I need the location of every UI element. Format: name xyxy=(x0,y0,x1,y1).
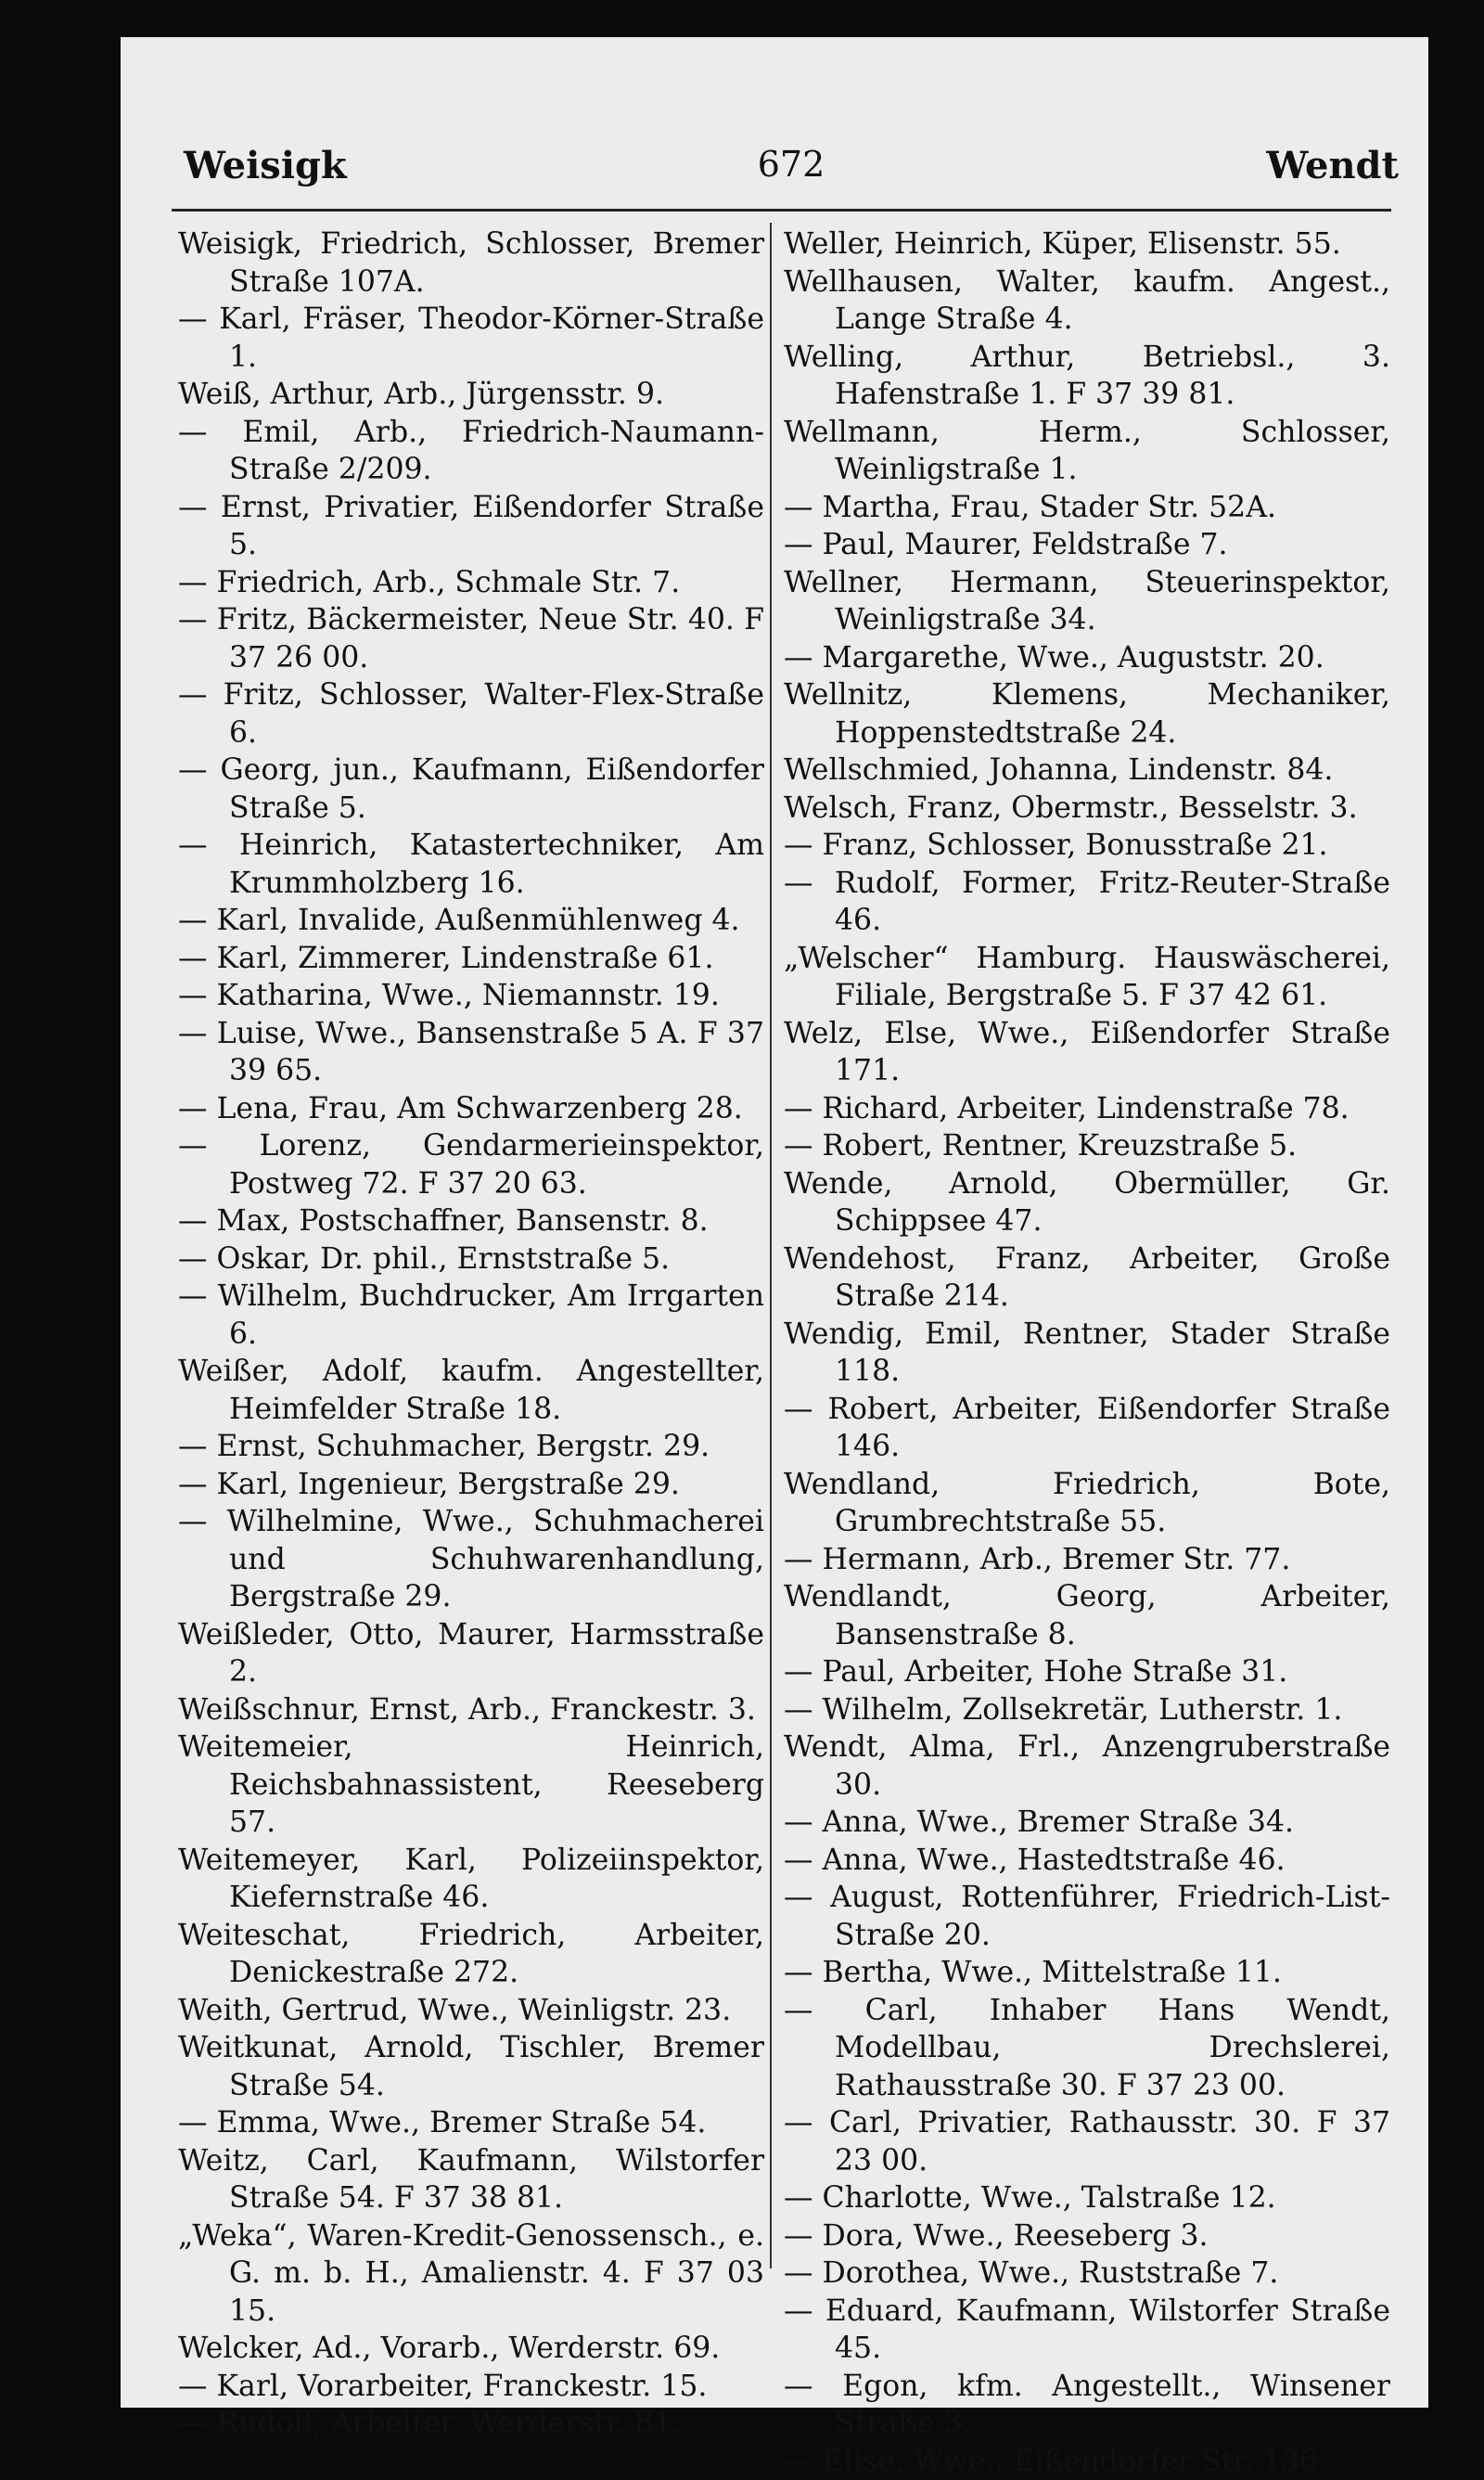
page-number: 672 xyxy=(184,144,1399,185)
directory-entry: Weiß, Arthur, Arb., Jürgensstr. 9. xyxy=(178,376,764,414)
directory-entry: Wellnitz, Klemens, Mechaniker, Hoppenstedtstraße 24. xyxy=(784,676,1390,752)
directory-entry: Wende, Arnold, Obermüller, Gr. Schippsee 47. xyxy=(784,1165,1390,1240)
directory-entry: Wellhausen, Walter, kaufm. Angest., Lange Straße 4. xyxy=(784,263,1390,339)
directory-entry: — Franz, Schlosser, Bonusstraße 21. xyxy=(784,827,1390,865)
directory-entry: — Luise, Wwe., Bansenstraße 5 A. F 37 39 65. xyxy=(178,1015,764,1090)
directory-entry: Weller, Heinrich, Küper, Elisenstr. 55. xyxy=(784,225,1390,263)
directory-entry: — Lorenz, Gendarmerieinspektor, Postweg 72. F 37 20 63. xyxy=(178,1127,764,1202)
directory-entry: „Weka“, Waren-Kredit-Genossensch., e. G. m. b. H., Amalienstr. 4. F 37 03 15. xyxy=(178,2217,764,2331)
directory-entry: — Georg, jun., Kaufmann, Eißendorfer Straße 5. xyxy=(178,752,764,827)
directory-entry: Weith, Gertrud, Wwe., Weinligstr. 23. xyxy=(178,1992,764,2030)
directory-entry: — Charlotte, Wwe., Talstraße 12. xyxy=(784,2179,1390,2217)
header-first-entry: Weisigk xyxy=(184,144,347,187)
directory-entry: Weißleder, Otto, Maurer, Harmsstraße 2. xyxy=(178,1616,764,1691)
header-last-entry: Wendt xyxy=(1266,144,1399,187)
directory-entry: — Carl, Inhaber Hans Wendt, Modellbau, Drechslerei, Rathausstraße 30. F 37 23 00. xyxy=(784,1992,1390,2105)
directory-entry: — Wilhelmine, Wwe., Schuhmacherei und Schuhwarenhandlung, Bergstraße 29. xyxy=(178,1503,764,1616)
directory-entry: — Martha, Frau, Stader Str. 52A. xyxy=(784,489,1390,527)
directory-entry: — Anna, Wwe., Hastedtstraße 46. xyxy=(784,1842,1390,1880)
directory-page xyxy=(121,37,1428,2408)
directory-entry: — Bertha, Wwe., Mittelstraße 11. xyxy=(784,1954,1390,1992)
directory-entry: Wendt, Alma, Frl., Anzengruberstraße 30. xyxy=(784,1728,1390,1804)
directory-entry: — Karl, Fräser, Theodor-Körner-Straße 1. xyxy=(178,301,764,376)
directory-entry: Weitz, Carl, Kaufmann, Wilstorfer Straße 54. F 37 38 81. xyxy=(178,2142,764,2217)
directory-entry: — Karl, Ingenieur, Bergstraße 29. xyxy=(178,1466,764,1504)
left-column xyxy=(178,225,764,2443)
directory-entry: — Margarethe, Wwe., Auguststr. 20. xyxy=(784,639,1390,677)
directory-entry: — Hermann, Arb., Bremer Str. 77. xyxy=(784,1541,1390,1579)
directory-entry: Wendig, Emil, Rentner, Stader Straße 118. xyxy=(784,1316,1390,1391)
directory-entry: — Egon, kfm. Angestellt., Winsener Straße 3. xyxy=(784,2368,1390,2443)
directory-entry: Weitemeyer, Karl, Polizeiinspektor, Kiefernstraße 46. xyxy=(178,1842,764,1917)
directory-entry: — Karl, Invalide, Außenmühlenweg 4. xyxy=(178,902,764,940)
directory-entry: — Robert, Arbeiter, Eißendorfer Straße 146. xyxy=(784,1391,1390,1466)
directory-entry: — Dora, Wwe., Reeseberg 3. xyxy=(784,2217,1390,2255)
directory-entry: — Dorothea, Wwe., Ruststraße 7. xyxy=(784,2255,1390,2293)
directory-entry: — Paul, Arbeiter, Hohe Straße 31. xyxy=(784,1653,1390,1691)
directory-entry: Wendland, Friedrich, Bote, Grumbrechtstraße 55. xyxy=(784,1466,1390,1541)
directory-entry: Weißer, Adolf, kaufm. Angestellter, Heimfelder Straße 18. xyxy=(178,1353,764,1428)
directory-entry: — Rudolf, Arbeiter, Werderstr. 81. xyxy=(178,2405,764,2443)
directory-entry: — Wilhelm, Buchdrucker, Am Irrgarten 6. xyxy=(178,1278,764,1353)
directory-entry: Welling, Arthur, Betriebsl., 3. Hafenstraße 1. F 37 39 81. xyxy=(784,339,1390,414)
directory-entry: — Ernst, Privatier, Eißendorfer Straße 5. xyxy=(178,489,764,564)
directory-entry: — Katharina, Wwe., Niemannstr. 19. xyxy=(178,977,764,1015)
header-rule xyxy=(172,209,1391,212)
directory-entry: Weiteschat, Friedrich, Arbeiter, Denickestraße 272. xyxy=(178,1917,764,1992)
column-divider xyxy=(770,223,772,2268)
right-column xyxy=(784,225,1390,2480)
directory-entry: — Wilhelm, Zollsekretär, Lutherstr. 1. xyxy=(784,1691,1390,1729)
directory-entry: — Fritz, Bäckermeister, Neue Str. 40. F 37 26 00. xyxy=(178,601,764,676)
directory-entry: — Heinrich, Katastertechniker, Am Krummholzberg 16. xyxy=(178,827,764,902)
directory-entry: — Oskar, Dr. phil., Ernststraße 5. xyxy=(178,1240,764,1279)
directory-entry: Weitemeier, Heinrich, Reichsbahnassistent, Reeseberg 57. xyxy=(178,1728,764,1842)
directory-entry: Welcker, Ad., Vorarb., Werderstr. 69. xyxy=(178,2330,764,2368)
directory-entry: — Max, Postschaffner, Bansenstr. 8. xyxy=(178,1202,764,1240)
directory-entry: Wendlandt, Georg, Arbeiter, Bansenstraße 8. xyxy=(784,1578,1390,1653)
directory-entry: Welz, Else, Wwe., Eißendorfer Straße 171. xyxy=(784,1015,1390,1090)
directory-entry: — Emil, Arb., Friedrich-Naumann-Straße 2/209. xyxy=(178,414,764,489)
directory-entry: Weisigk, Friedrich, Schlosser, Bremer Straße 107A. xyxy=(178,225,764,301)
directory-entry: — Robert, Rentner, Kreuzstraße 5. xyxy=(784,1127,1390,1165)
directory-entry: — Karl, Zimmerer, Lindenstraße 61. xyxy=(178,940,764,978)
directory-entry: Wellner, Hermann, Steuerinspektor, Weinligstraße 34. xyxy=(784,564,1390,639)
directory-entry: — Ernst, Schuhmacher, Bergstr. 29. xyxy=(178,1428,764,1466)
directory-entry: „Welscher“ Hamburg. Hauswäscherei, Filiale, Bergstraße 5. F 37 42 61. xyxy=(784,940,1390,1015)
directory-entry: — Rudolf, Former, Fritz-Reuter-Straße 46. xyxy=(784,865,1390,940)
directory-entry: — August, Rottenführer, Friedrich-List-Straße 20. xyxy=(784,1879,1390,1954)
directory-entry: Weitkunat, Arnold, Tischler, Bremer Straße 54. xyxy=(178,2029,764,2104)
directory-entry: Wellmann, Herm., Schlosser, Weinligstraße 1. xyxy=(784,414,1390,489)
directory-entry: — Karl, Vorarbeiter, Franckestr. 15. xyxy=(178,2368,764,2406)
directory-entry: Weißschnur, Ernst, Arb., Franckestr. 3. xyxy=(178,1691,764,1729)
directory-entry: — Carl, Privatier, Rathausstr. 30. F 37 23 00. xyxy=(784,2104,1390,2179)
directory-entry: — Lena, Frau, Am Schwarzenberg 28. xyxy=(178,1090,764,1128)
page-header xyxy=(184,144,1399,199)
directory-entry: — Eduard, Kaufmann, Wilstorfer Straße 45. xyxy=(784,2293,1390,2368)
directory-entry: — Emma, Wwe., Bremer Straße 54. xyxy=(178,2104,764,2142)
directory-entry: — Elise, Wwe., Eißendorfer Str. 136. xyxy=(784,2443,1390,2480)
directory-entry: Welsch, Franz, Obermstr., Besselstr. 3. xyxy=(784,790,1390,828)
directory-entry: — Richard, Arbeiter, Lindenstraße 78. xyxy=(784,1090,1390,1128)
directory-entry: — Paul, Maurer, Feldstraße 7. xyxy=(784,526,1390,564)
directory-entry: — Fritz, Schlosser, Walter-Flex-Straße 6. xyxy=(178,676,764,752)
directory-entry: Wendehost, Franz, Arbeiter, Große Straße 214. xyxy=(784,1240,1390,1316)
directory-entry: — Friedrich, Arb., Schmale Str. 7. xyxy=(178,564,764,602)
directory-entry: Wellschmied, Johanna, Lindenstr. 84. xyxy=(784,752,1390,790)
directory-entry: — Anna, Wwe., Bremer Straße 34. xyxy=(784,1804,1390,1842)
